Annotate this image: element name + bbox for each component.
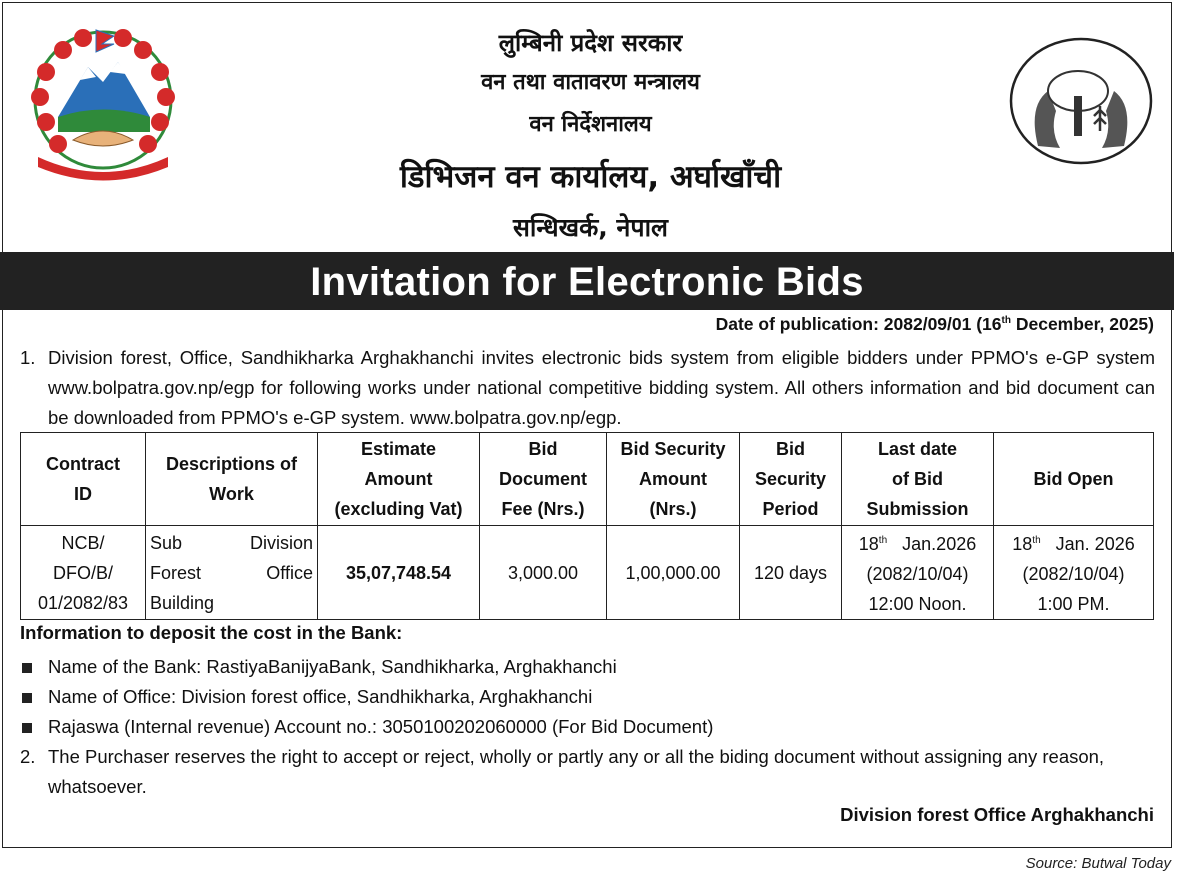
cell-last-date: 18th Jan.2026 (2082/10/04) 12:00 Noon. — [842, 526, 994, 620]
col-last-date: Last date of Bid Submission — [842, 433, 994, 526]
directorate-name: वन निर्देशनालय — [529, 112, 652, 137]
bank-info-heading: Information to deposit the cost in the Bank: — [20, 622, 403, 643]
ministry-name: वन तथा वातावरण मन्त्रालय — [481, 70, 700, 95]
list-item: Rajaswa (Internal revenue) Account no.: 3050100202060000 (For Bid Document) — [20, 712, 1155, 742]
bullet-square-icon — [22, 693, 32, 703]
col-security-amount: Bid Security Amount (Nrs.) — [607, 433, 740, 526]
province-government: लुम्बिनी प्रदेश सरकार — [498, 29, 683, 57]
list-item: Name of the Bank: RastiyaBanijyaBank, Sandhikharka, Arghakhanchi — [20, 652, 1155, 682]
col-doc-fee: Bid Document Fee (Nrs.) — [480, 433, 607, 526]
source-credit: Source: Butwal Today — [1025, 855, 1171, 872]
paragraph-text: Division forest, Office, Sandhikharka Arghakhanchi invites electronic bids system from eligible bidders under PPMO's e-GP system www.bolpatra.gov.np/egp for following works under national competitive bidding system. All others information and bid document can be downloaded from PPMO's e-GP system. www.bolpatra.gov.np/egp. — [48, 347, 1155, 428]
list-item: Name of Office: Division forest office, Sandhikharka, Arghakhanchi — [20, 682, 1155, 712]
table-row — [21, 526, 1154, 620]
cell-estimate: 35,07,748.54 — [318, 526, 480, 620]
cell-doc-fee: 3,000.00 — [480, 526, 607, 620]
col-bid-open: Bid Open — [994, 433, 1154, 526]
item-number: 2. — [20, 746, 36, 767]
cell-contract-id: NCB/ DFO/B/ 01/2082/83 — [21, 526, 146, 620]
bullet-square-icon — [22, 663, 32, 673]
col-description: Descriptions of Work — [146, 433, 318, 526]
publication-date: Date of publication: 2082/09/01 (16th December, 2025) — [715, 314, 1154, 334]
bid-table — [20, 432, 1154, 620]
cell-security-amount: 1,00,000.00 — [607, 526, 740, 620]
signature-office: Division forest Office Arghakhanchi — [840, 804, 1154, 825]
office-name: डिभिजन वन कार्यालय, अर्घाखाँची — [399, 159, 782, 195]
paragraph-1 — [20, 343, 1155, 433]
notice-title: Invitation for Electronic Bids — [0, 252, 1174, 310]
col-estimate: Estimate Amount (excluding Vat) — [318, 433, 480, 526]
cell-security-period: 120 days — [740, 526, 842, 620]
table-header-row — [21, 433, 1154, 526]
bank-info-list — [20, 652, 1155, 802]
cell-description: Sub Division Forest Office Building — [146, 526, 318, 620]
paragraph-2 — [20, 742, 1155, 802]
paragraph-text: The Purchaser reserves the right to accept or reject, wholly or partly any or all the biding document without assigning any reason, whatsoever. — [48, 746, 1105, 797]
bullet-square-icon — [22, 723, 32, 733]
cell-bid-open: 18th Jan. 2026 (2082/10/04) 1:00 PM. — [994, 526, 1154, 620]
col-contract-id: Contract ID — [21, 433, 146, 526]
col-security-period: Bid Security Period — [740, 433, 842, 526]
office-location: सन्धिखर्क, नेपाल — [512, 213, 669, 242]
item-number: 1. — [20, 347, 36, 368]
